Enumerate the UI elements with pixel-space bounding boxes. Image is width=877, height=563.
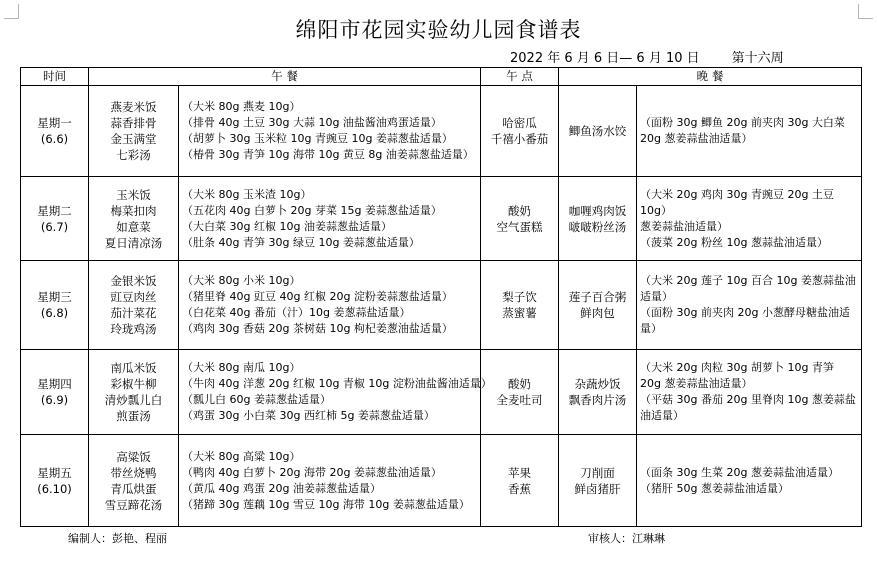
table-row — [21, 261, 862, 350]
dish: 燕麦米饭 — [110, 100, 157, 114]
lunch-dishes — [89, 435, 179, 527]
snack-item: 空气蛋糕 — [496, 219, 543, 234]
dish: 金银米饭 — [110, 274, 157, 288]
dish: 刀削面 — [580, 465, 615, 480]
dish: 雪豆蹄花汤 — [104, 497, 163, 512]
ingredient-line: （鸡肉 30g 香菇 20g 茶树菇 10g 枸杞姜葱油盐适量） — [182, 322, 453, 335]
ingredient-line: （大米 80g 燕麦 10g） — [182, 100, 301, 113]
ingredient-line: （椿骨 30g 青笋 10g 海带 10g 黄豆 8g 油姜蒜葱盐适量） — [182, 148, 474, 161]
dish: 蒜香排骨 — [110, 116, 157, 130]
ingredient-line: （面粉 30g 前夹肉 20g 小葱酵母糖盐油适量） — [640, 306, 850, 335]
snack-item: 全麦吐司 — [496, 393, 543, 407]
date-line — [510, 47, 784, 66]
ingredient-line: （大米 20g 鸡肉 30g 青豌豆 20g 土豆 10g） — [640, 187, 834, 217]
lunch-ingredients — [179, 86, 481, 177]
lunch-ingredients — [179, 261, 481, 350]
snack-cell — [481, 177, 559, 261]
lunch-dishes — [89, 86, 179, 177]
snack-item: 梨子饮 — [502, 290, 537, 304]
ingredient-line: （鸡蛋 30g 小白菜 30g 西红柿 5g 姜蒜葱盐适量） — [182, 409, 435, 422]
ingredient-line: （大米 80g 南瓜 10g） — [182, 361, 301, 374]
dish: 高粱饭 — [116, 449, 151, 464]
dinner-dishes — [559, 177, 637, 261]
ingredient-line: （面条 30g 生菜 20g 葱姜蒜盐油适量） — [640, 465, 839, 479]
dish: 杂蔬炒饭 — [574, 377, 621, 391]
ingredient-line: （猪肝 50g 葱姜蒜盐油适量） — [640, 481, 789, 495]
snack-cell — [481, 435, 559, 527]
day-name: 星期一 — [37, 116, 72, 130]
snack-cell — [481, 350, 559, 435]
ingredient-line: （平菇 30g 番茄 20g 里脊肉 10g 葱姜蒜盐油适量） — [640, 393, 856, 422]
dish: 鲫鱼汤水饺 — [568, 124, 627, 138]
dish: 煎蛋汤 — [116, 409, 151, 423]
ingredient-line: （鸭肉 40g 白萝卜 20g 海带 20g 姜蒜葱盐油适量） — [182, 465, 442, 479]
snack-item: 香蕉 — [508, 481, 531, 496]
dish: 夏日清凉汤 — [104, 235, 163, 250]
day-cell — [21, 177, 89, 261]
ingredient-line: 葱姜蒜盐油适量） — [640, 219, 728, 233]
ingredient-line: （黄瓜 40g 鸡蛋 20g 油姜蒜葱盐适量） — [182, 481, 381, 495]
table-row — [21, 177, 862, 261]
menu-table — [20, 67, 862, 527]
ingredient-line: （大白菜 30g 红椒 10g 油姜蒜葱盐适量） — [182, 219, 392, 233]
ingredient-line: （菠菜 20g 粉丝 10g 葱蒜盐油适量） — [640, 235, 828, 249]
dish: 带丝烧鸭 — [110, 465, 157, 480]
date-range: 2022 年 6 月 6 日— 6 月 10 日 — [510, 51, 700, 66]
lunch-dishes — [89, 261, 179, 350]
header-time: 时间 — [21, 68, 89, 86]
table-row — [21, 86, 862, 177]
snack-item: 酸奶 — [508, 377, 531, 391]
dish: 七彩汤 — [116, 148, 151, 162]
day-date: (6.8) — [40, 306, 69, 320]
day-name: 星期四 — [37, 377, 72, 391]
dish: 玲珑鸡汤 — [110, 322, 157, 336]
lunch-dishes — [89, 177, 179, 261]
lunch-ingredients — [179, 350, 492, 435]
editor-credit: 编制人：彭艳、程丽 — [68, 532, 167, 545]
ingredient-line: （大米 20g 肉粒 30g 胡萝卜 10g 青笋 20g 葱姜蒜盐油适量） — [640, 361, 834, 390]
ingredient-line: （排骨 40g 土豆 30g 大蒜 10g 油盐酱油鸡蛋适量） — [182, 116, 442, 129]
header-lunch: 午 餐 — [89, 68, 481, 86]
day-date: (6.6) — [40, 132, 69, 146]
day-cell — [21, 261, 89, 350]
day-name: 星期二 — [37, 203, 72, 218]
snack-item: 酸奶 — [508, 203, 531, 218]
day-cell — [21, 86, 89, 177]
snack-item: 苹果 — [508, 465, 531, 480]
dish: 飘香肉片汤 — [568, 393, 627, 407]
lunch-ingredients — [179, 177, 481, 261]
lunch-ingredients — [179, 435, 481, 527]
dish: 金玉满堂 — [110, 132, 157, 146]
ingredient-line: （胡萝卜 30g 玉米粒 10g 青豌豆 10g 姜蒜葱盐适量） — [182, 132, 453, 145]
dish: 茄汁菜花 — [110, 306, 157, 320]
dish: 青瓜烘蛋 — [110, 481, 157, 496]
dinner-ingredients — [637, 435, 862, 527]
ingredient-line: （猪蹄 30g 莲藕 10g 雪豆 10g 海带 10g 姜蒜葱盐适量） — [182, 497, 470, 511]
dish: 彩椒牛柳 — [110, 377, 157, 391]
dish: 豇豆肉丝 — [110, 290, 157, 304]
snack-item: 千禧小番茄 — [490, 132, 549, 146]
dinner-ingredients — [637, 86, 862, 177]
dinner-dishes — [559, 350, 637, 435]
table-row — [21, 350, 862, 435]
day-date: (6.10) — [37, 481, 72, 496]
ingredient-line: （牛肉 40g 洋葱 20g 红椒 10g 青椒 10g 淀粉油盐酱油适量） — [182, 377, 492, 390]
dinner-ingredients — [637, 177, 862, 261]
ingredient-line: （大米 20g 莲子 10g 百合 10g 姜葱蒜盐油适量） — [640, 274, 856, 303]
day-date: (6.9) — [40, 393, 69, 407]
dish: 南瓜米饭 — [110, 361, 157, 375]
day-date: (6.7) — [40, 219, 69, 234]
ingredient-line: （白花菜 40g 番茄（汁）10g 姜葱蒜盐适量） — [182, 306, 411, 319]
ingredient-line: （大米 80g 玉米渣 10g） — [182, 187, 312, 201]
dish: 鲜肉包 — [580, 306, 615, 320]
ingredient-line: （大米 80g 小米 10g） — [182, 274, 301, 287]
dish: 如意菜 — [116, 219, 151, 234]
ingredient-line: （瓢儿白 60g 姜蒜葱盐适量） — [182, 393, 331, 406]
day-cell — [21, 350, 89, 435]
snack-cell — [481, 261, 559, 350]
dinner-dishes — [559, 86, 637, 177]
snack-item: 哈密瓜 — [502, 116, 537, 130]
table-row — [21, 435, 862, 527]
dish: 鲜卤猪肝 — [574, 481, 621, 496]
dish: 莲子百合粥 — [568, 290, 627, 304]
ingredient-line: （面粉 30g 鲫鱼 20g 前夹肉 30g 大白菜 20g 葱姜蒜盐油适量） — [640, 116, 845, 145]
dinner-ingredients — [637, 261, 862, 350]
ingredient-line: （猪里脊 40g 豇豆 40g 红椒 20g 淀粉姜蒜葱盐适量） — [182, 290, 453, 303]
dish: 玉米饭 — [116, 187, 151, 202]
dinner-dishes — [559, 435, 637, 527]
ingredient-line: （大米 80g 高粱 10g） — [182, 449, 301, 463]
dish: 啵啵粉丝汤 — [568, 219, 627, 234]
reviewer-credit: 审核人：江琳琳 — [588, 532, 665, 545]
snack-cell — [481, 86, 559, 177]
dinner-dishes — [559, 261, 637, 350]
dish: 清炒瓢儿白 — [104, 393, 163, 407]
dish: 梅菜扣肉 — [110, 203, 157, 218]
document-title: 绵阳市花园实验幼儿园食谱表 — [295, 18, 582, 42]
dish: 咖喱鸡肉饭 — [568, 203, 627, 218]
week-label: 第十六周 — [731, 51, 784, 66]
ingredient-line: （肚条 40g 青笋 30g 绿豆 10g 姜蒜葱盐适量） — [182, 235, 420, 249]
day-cell — [21, 435, 89, 527]
ingredient-line: （五花肉 40g 白萝卜 20g 芽菜 15g 姜蒜葱盐适量） — [182, 203, 442, 217]
day-name: 星期五 — [37, 465, 72, 480]
dinner-ingredients — [637, 350, 862, 435]
snack-item: 蒸蜜薯 — [502, 306, 537, 320]
header-snack: 午 点 — [481, 68, 559, 86]
header-dinner: 晚 餐 — [559, 68, 862, 86]
lunch-dishes — [89, 350, 179, 435]
day-name: 星期三 — [37, 290, 72, 304]
header-row — [21, 68, 862, 86]
